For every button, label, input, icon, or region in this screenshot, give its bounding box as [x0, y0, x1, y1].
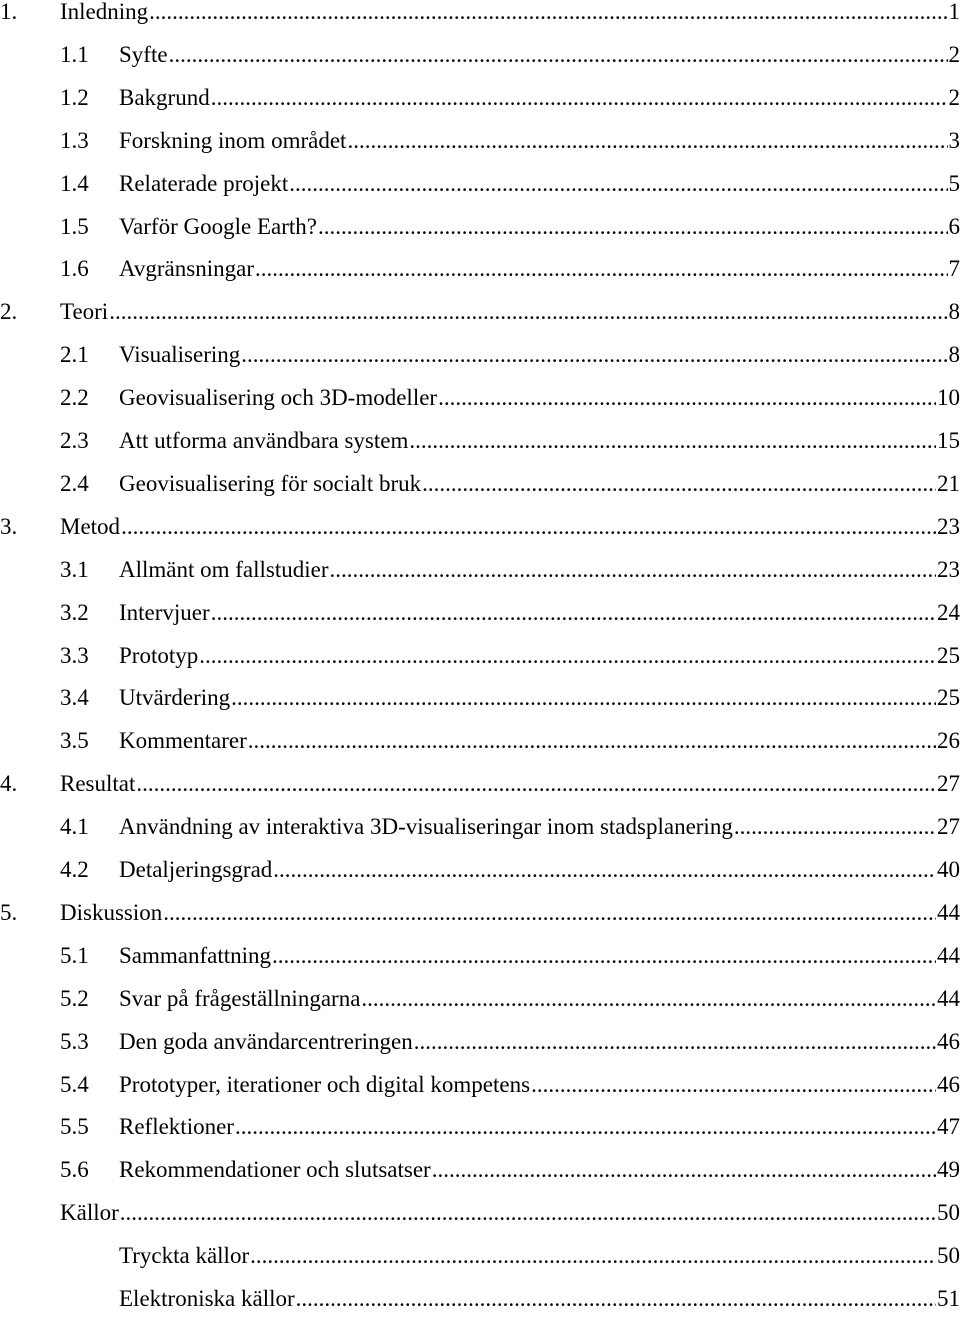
toc-entry-number: 1.3: [60, 123, 89, 159]
toc-entry-line: [119, 380, 960, 416]
toc-entry-title[interactable]: Inledning: [60, 0, 148, 30]
toc-entry-title[interactable]: Källor: [60, 1195, 119, 1231]
dot-leader: [289, 166, 947, 202]
toc-entry-title[interactable]: Allmänt om fallstudier: [119, 552, 329, 588]
toc-entry[interactable]: [0, 1281, 960, 1317]
toc-entry-line: [60, 509, 960, 545]
dot-leader: [409, 423, 936, 459]
toc-entry-number: 4.1: [60, 809, 89, 845]
dot-leader: [163, 895, 936, 931]
toc-entry-page-number[interactable]: 10: [937, 380, 960, 416]
toc-entry-number: 2.1: [60, 337, 89, 373]
toc-entry-title[interactable]: Sammanfattning: [119, 938, 271, 974]
dot-leader: [255, 251, 948, 287]
toc-entry-page-number[interactable]: 44: [937, 938, 960, 974]
toc-entry-line: [119, 938, 960, 974]
toc-entry[interactable]: [0, 766, 960, 802]
dot-leader: [438, 380, 936, 416]
toc-entry-page-number[interactable]: 44: [937, 981, 960, 1017]
toc-entry[interactable]: [0, 251, 960, 287]
toc-entry[interactable]: [0, 166, 960, 202]
toc-entry[interactable]: [0, 895, 960, 931]
dot-leader: [120, 1195, 936, 1231]
toc-entry-number: 5.: [0, 895, 17, 931]
toc-entry-line: [60, 294, 960, 330]
toc-entry[interactable]: [0, 37, 960, 73]
toc-entry[interactable]: [0, 1067, 960, 1103]
toc-entry-page-number[interactable]: 5: [949, 166, 960, 202]
toc-entry[interactable]: [0, 1152, 960, 1188]
toc-entry-page-number[interactable]: 27: [937, 809, 960, 845]
dot-leader: [231, 680, 936, 716]
dot-leader: [422, 466, 936, 502]
toc-entry-line: [60, 895, 960, 931]
toc-entry-title[interactable]: Syfte: [119, 37, 168, 73]
dot-leader: [199, 638, 936, 674]
toc-entry-title[interactable]: Relaterade projekt: [119, 166, 288, 202]
toc-entry-title[interactable]: Geovisualisering för socialt bruk: [119, 466, 421, 502]
toc-entry-page-number[interactable]: 44: [937, 895, 960, 931]
dot-leader: [414, 1024, 936, 1060]
toc-entry-title[interactable]: Utvärdering: [119, 680, 230, 716]
toc-entry-page-number[interactable]: 27: [937, 766, 960, 802]
toc-entry-line: [60, 0, 960, 30]
toc-entry-page-number[interactable]: 15: [937, 423, 960, 459]
toc-entry-line: [119, 80, 960, 116]
toc-entry-line: [119, 251, 960, 287]
toc-entry-number: 1.2: [60, 80, 89, 116]
dot-leader: [347, 123, 947, 159]
toc-entry-number: 2.3: [60, 423, 89, 459]
toc-entry-title[interactable]: Teori: [60, 294, 108, 330]
toc-entry-number: 3.2: [60, 595, 89, 631]
toc-entry[interactable]: [0, 852, 960, 888]
toc-entry-title[interactable]: Forskning inom området: [119, 123, 346, 159]
dot-leader: [531, 1067, 936, 1103]
toc-entry-line: [119, 423, 960, 459]
toc-entry-page-number[interactable]: 21: [937, 466, 960, 502]
toc-entry-title[interactable]: Avgränsningar: [119, 251, 254, 287]
toc-entry[interactable]: [0, 1109, 960, 1145]
toc-entry-line: [119, 1152, 960, 1188]
toc-entry-title[interactable]: Varför Google Earth?: [119, 209, 317, 245]
toc-entry-page-number[interactable]: 1: [949, 0, 960, 30]
dot-leader: [109, 294, 947, 330]
toc-entry-page-number[interactable]: 25: [937, 680, 960, 716]
toc-entry[interactable]: [0, 723, 960, 759]
toc-entry-title[interactable]: Den goda användarcentreringen: [119, 1024, 413, 1060]
dot-leader: [734, 809, 936, 845]
toc-entry-title[interactable]: Intervjuer: [119, 595, 210, 631]
toc-entry[interactable]: [0, 466, 960, 502]
dot-leader: [273, 852, 936, 888]
dot-leader: [248, 723, 936, 759]
toc-entry[interactable]: [0, 0, 960, 30]
toc-entry-page-number[interactable]: 40: [937, 852, 960, 888]
toc-entry-page-number[interactable]: 49: [937, 1152, 960, 1188]
toc-entry-title[interactable]: Visualisering: [119, 337, 240, 373]
toc-entry-number: 5.4: [60, 1067, 89, 1103]
toc-entry-title[interactable]: Tryckta källor: [119, 1238, 249, 1274]
toc-entry-number: 1.1: [60, 37, 89, 73]
toc-entry-line: [119, 981, 960, 1017]
toc-entry-line: [119, 466, 960, 502]
toc-entry-title[interactable]: Diskussion: [60, 895, 162, 931]
toc-entry-line: [60, 766, 960, 802]
toc-entry-title[interactable]: Svar på frågeställningarna: [119, 981, 360, 1017]
dot-leader: [149, 0, 947, 30]
toc-entry-number: 3.1: [60, 552, 89, 588]
toc-entry-page-number[interactable]: 46: [937, 1067, 960, 1103]
toc-entry-number: 4.: [0, 766, 17, 802]
toc-entry-line: [119, 1067, 960, 1103]
toc-entry[interactable]: [0, 1195, 960, 1231]
toc-entry[interactable]: [0, 809, 960, 845]
toc-entry-page-number[interactable]: 8: [949, 294, 960, 330]
toc-entry-number: 3.3: [60, 638, 89, 674]
toc-entry-number: 2.4: [60, 466, 89, 502]
toc-entry-number: 4.2: [60, 852, 89, 888]
toc-entry-page-number[interactable]: 3: [949, 123, 960, 159]
toc-entry-page-number[interactable]: 2: [949, 80, 960, 116]
toc-entry-page-number[interactable]: 2: [949, 37, 960, 73]
dot-leader: [361, 981, 936, 1017]
toc-entry-title[interactable]: Resultat: [60, 766, 135, 802]
toc-entry[interactable]: [0, 80, 960, 116]
dot-leader: [296, 1281, 936, 1317]
toc-entry-number: 3.5: [60, 723, 89, 759]
toc-entry[interactable]: [0, 1238, 960, 1274]
toc-entry-line: [119, 123, 960, 159]
toc-entry[interactable]: [0, 294, 960, 330]
toc-entry-title[interactable]: Metod: [60, 509, 120, 545]
dot-leader: [235, 1109, 936, 1145]
dot-leader: [121, 509, 936, 545]
toc-entry[interactable]: [0, 938, 960, 974]
toc-entry-number: 5.1: [60, 938, 89, 974]
toc-entry-title[interactable]: Geovisualisering och 3D-modeller: [119, 380, 437, 416]
dot-leader: [318, 209, 948, 245]
toc-entry-number: 5.5: [60, 1109, 89, 1145]
toc-entry-number: 1.: [0, 0, 17, 30]
toc-entry-line: [60, 1195, 960, 1231]
toc-entry[interactable]: [0, 423, 960, 459]
toc-entry-line: [119, 209, 960, 245]
dot-leader: [169, 37, 948, 73]
toc-entry-line: [119, 166, 960, 202]
toc-entry[interactable]: [0, 595, 960, 631]
toc-entry-page-number[interactable]: 6: [949, 209, 960, 245]
toc-entry-title[interactable]: Reflektioner: [119, 1109, 234, 1145]
toc-entry-title[interactable]: Att utforma användbara system: [119, 423, 408, 459]
toc-entry-page-number[interactable]: 51: [937, 1281, 960, 1317]
toc-entry-title[interactable]: Användning av interaktiva 3D-visualiseringar inom stadsplanering: [119, 809, 733, 845]
toc-entry[interactable]: [0, 552, 960, 588]
toc-entry-title[interactable]: Prototyper, iterationer och digital kompetens: [119, 1067, 530, 1103]
toc-entry[interactable]: [0, 1024, 960, 1060]
dot-leader: [211, 595, 936, 631]
toc-entry-title[interactable]: Rekommendationer och slutsatser: [119, 1152, 431, 1188]
toc-entry-number: 3.4: [60, 680, 89, 716]
dot-leader: [250, 1238, 936, 1274]
toc-entry-page-number[interactable]: 23: [937, 552, 960, 588]
toc-entry-number: 1.5: [60, 209, 89, 245]
toc-entry[interactable]: [0, 380, 960, 416]
dot-leader: [241, 337, 947, 373]
toc-entry[interactable]: [0, 509, 960, 545]
toc-entry-number: 2.2: [60, 380, 89, 416]
toc-entry-number: 2.: [0, 294, 17, 330]
toc-entry[interactable]: [0, 680, 960, 716]
dot-leader: [272, 938, 936, 974]
toc-entry[interactable]: [0, 123, 960, 159]
dot-leader: [136, 766, 936, 802]
toc-entry-title[interactable]: Kommentarer: [119, 723, 247, 759]
dot-leader: [330, 552, 936, 588]
toc-entry-line: [119, 723, 960, 759]
toc-entry-line: [119, 809, 960, 845]
toc-entry-line: [119, 1109, 960, 1145]
toc-entry[interactable]: [0, 638, 960, 674]
toc-entry-page-number[interactable]: 50: [937, 1238, 960, 1274]
toc-entry-line: [119, 1238, 960, 1274]
toc-entry-page-number[interactable]: 26: [937, 723, 960, 759]
dot-leader: [211, 80, 948, 116]
toc-entry-line: [119, 1024, 960, 1060]
toc-entry-number: 1.6: [60, 251, 89, 287]
toc-entry-line: [119, 552, 960, 588]
toc-entry-page-number[interactable]: 47: [937, 1109, 960, 1145]
toc-entry-page-number[interactable]: 8: [949, 337, 960, 373]
toc-entry-page-number[interactable]: 7: [949, 251, 960, 287]
toc-entry-number: 5.2: [60, 981, 89, 1017]
toc-entry-number: 1.4: [60, 166, 89, 202]
toc-entry-page-number[interactable]: 46: [937, 1024, 960, 1060]
toc-entry-number: 3.: [0, 509, 17, 545]
toc-entry-title[interactable]: Elektroniska källor: [119, 1281, 295, 1317]
toc-entry[interactable]: [0, 209, 960, 245]
toc-entry-line: [119, 680, 960, 716]
toc-entry-title[interactable]: Prototyp: [119, 638, 198, 674]
toc-entry-line: [119, 37, 960, 73]
toc-entry-page-number[interactable]: 23: [937, 509, 960, 545]
toc-entry[interactable]: [0, 981, 960, 1017]
toc-entry-line: [119, 1281, 960, 1317]
toc-entry-line: [119, 638, 960, 674]
toc-entry-page-number[interactable]: 24: [937, 595, 960, 631]
toc-entry[interactable]: [0, 337, 960, 373]
toc-entry-number: 5.3: [60, 1024, 89, 1060]
toc-entry-number: 5.6: [60, 1152, 89, 1188]
dot-leader: [432, 1152, 936, 1188]
toc-entry-line: [119, 337, 960, 373]
toc-entry-title[interactable]: Bakgrund: [119, 80, 210, 116]
toc-entry-line: [119, 852, 960, 888]
toc-entry-line: [119, 595, 960, 631]
toc-entry-page-number[interactable]: 25: [937, 638, 960, 674]
toc-entry-page-number[interactable]: 50: [937, 1195, 960, 1231]
toc-entry-title[interactable]: Detaljeringsgrad: [119, 852, 272, 888]
